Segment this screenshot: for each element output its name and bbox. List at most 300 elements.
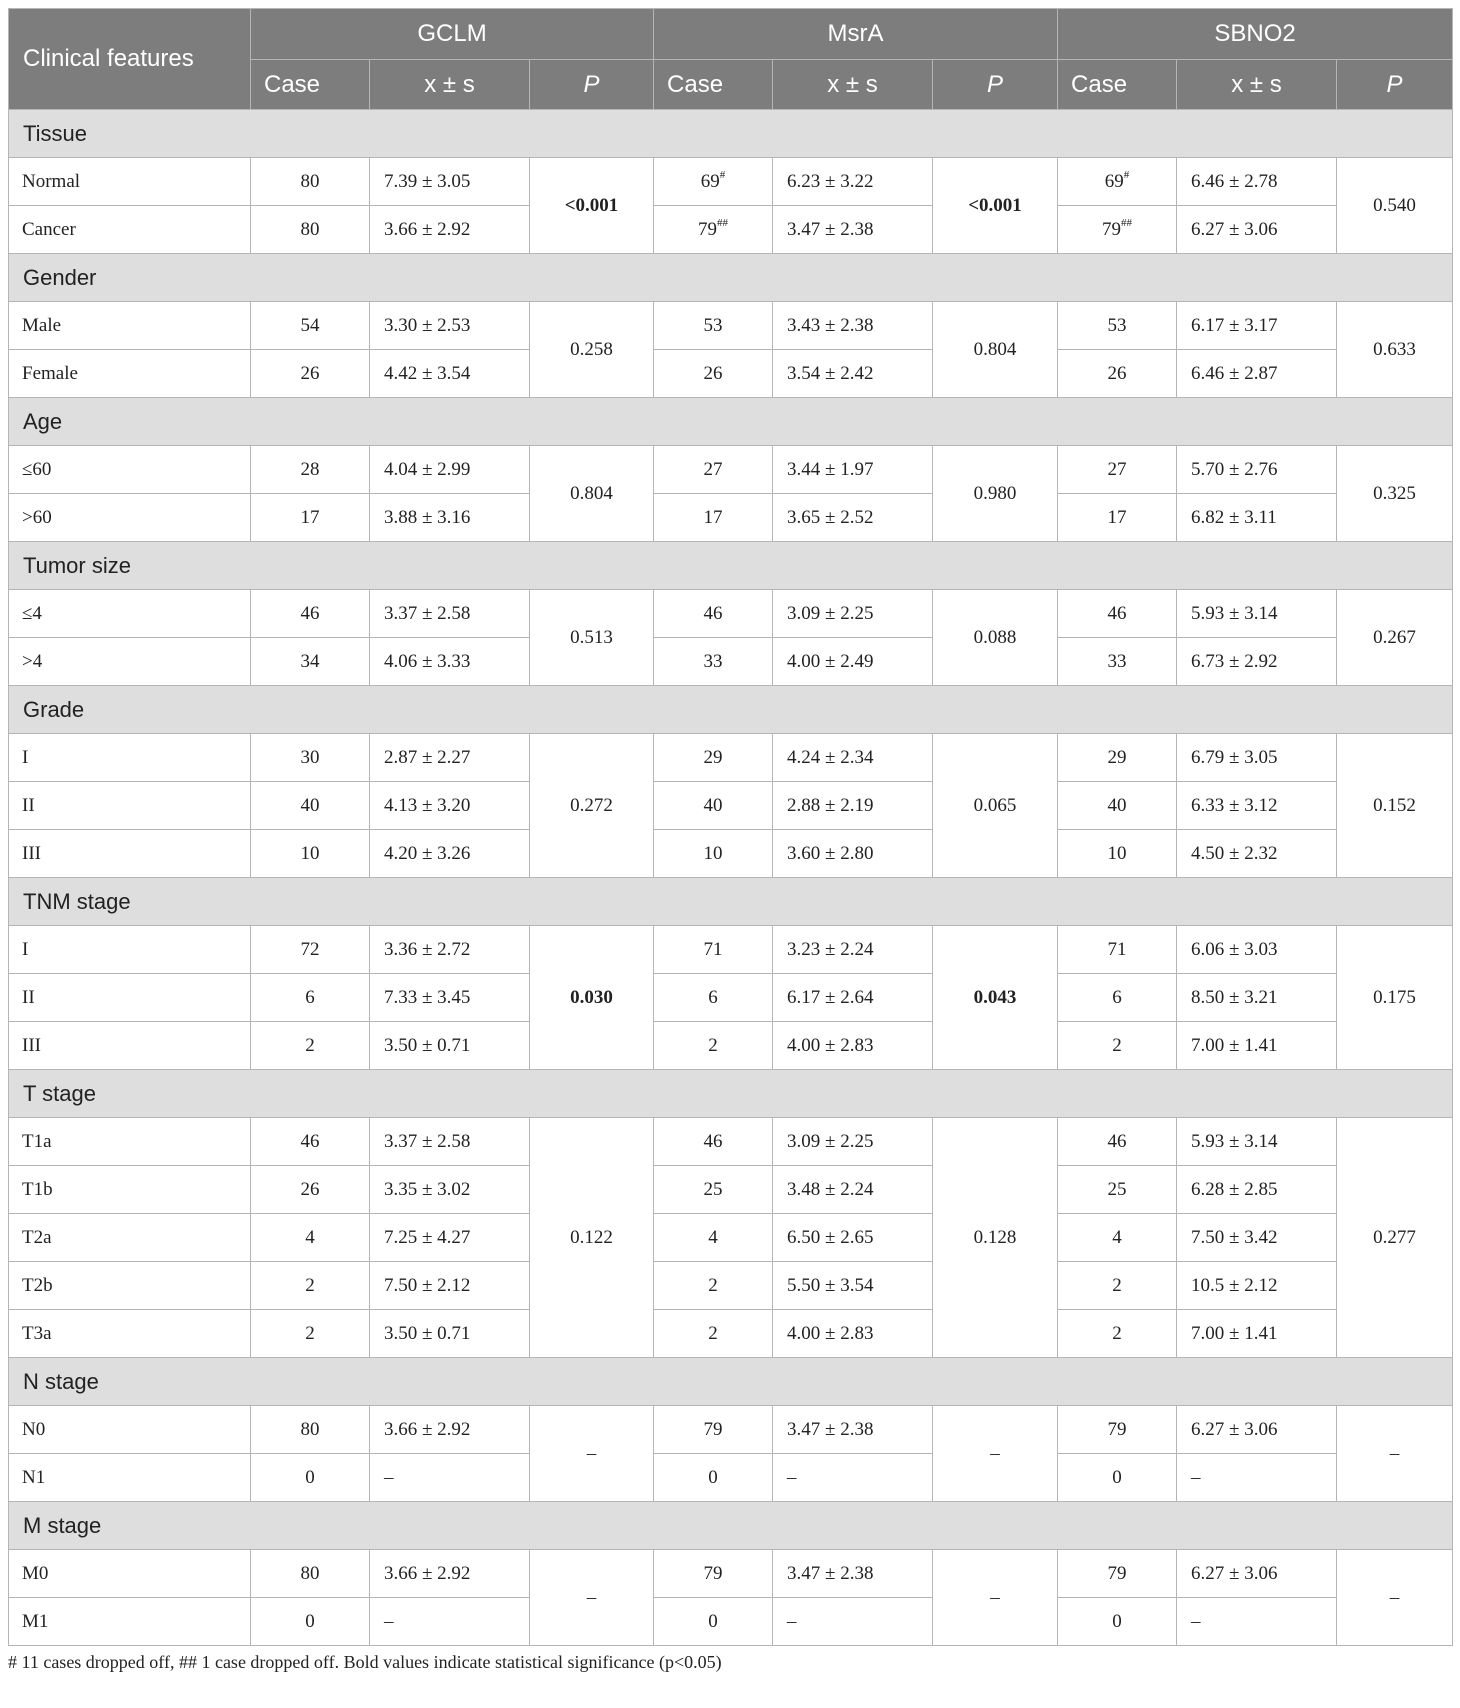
msra-p-value: – bbox=[933, 1406, 1058, 1502]
gclm-p-value: 0.272 bbox=[530, 734, 654, 878]
gclm-case-value: 6 bbox=[305, 986, 315, 1008]
sbno2-mean-sd-cell: 4.50 ± 2.32 bbox=[1177, 830, 1337, 878]
sbno2-case-value: 46 bbox=[1107, 1130, 1127, 1152]
msra-case-cell bbox=[654, 734, 773, 782]
row-label: ≤60 bbox=[9, 446, 251, 494]
msra-case-cell bbox=[654, 782, 773, 830]
msra-case-value: 2 bbox=[708, 1274, 718, 1296]
table-row bbox=[9, 782, 1453, 830]
gclm-case-cell bbox=[251, 734, 370, 782]
msra-case-value: 33 bbox=[703, 650, 723, 672]
gclm-mean-sd-cell: 3.66 ± 2.92 bbox=[370, 206, 530, 254]
gclm-case-cell bbox=[251, 782, 370, 830]
table-row bbox=[9, 1550, 1453, 1598]
msra-case-cell bbox=[654, 302, 773, 350]
msra-mean-sd-cell: 3.09 ± 2.25 bbox=[773, 1118, 933, 1166]
sbno2-case-value: 79 bbox=[1107, 1562, 1127, 1584]
msra-case-value: 53 bbox=[703, 314, 723, 336]
msra-mean-sd-cell: 3.65 ± 2.52 bbox=[773, 494, 933, 542]
msra-case-cell bbox=[654, 1598, 773, 1646]
msra-case-cell bbox=[654, 1406, 773, 1454]
gclm-case-value: 72 bbox=[300, 938, 320, 960]
section-row bbox=[9, 254, 1453, 302]
sbno2-p-value: 0.540 bbox=[1337, 158, 1453, 254]
msra-case-value: 69 bbox=[700, 170, 720, 192]
section-title: Tissue bbox=[9, 110, 1453, 158]
gclm-mean-sd-cell: – bbox=[370, 1454, 530, 1502]
msra-p-value: 0.804 bbox=[933, 302, 1058, 398]
gclm-mean-sd-cell: 7.25 ± 4.27 bbox=[370, 1214, 530, 1262]
msra-case-value: 2 bbox=[708, 1322, 718, 1344]
gclm-p-value: 0.030 bbox=[530, 926, 654, 1070]
row-label: >60 bbox=[9, 494, 251, 542]
sbno2-case-value: 29 bbox=[1107, 746, 1127, 768]
gclm-case-value: 34 bbox=[300, 650, 320, 672]
gclm-mean-sd-cell: 3.30 ± 2.53 bbox=[370, 302, 530, 350]
row-label: T2b bbox=[9, 1262, 251, 1310]
table-row bbox=[9, 1310, 1453, 1358]
msra-mean-sd-cell: 3.54 ± 2.42 bbox=[773, 350, 933, 398]
msra-case-value: 46 bbox=[703, 602, 723, 624]
row-label: ≤4 bbox=[9, 590, 251, 638]
row-label: M1 bbox=[9, 1598, 251, 1646]
msra-mean-sd-cell: 3.43 ± 2.38 bbox=[773, 302, 933, 350]
gclm-mean-sd-cell: 7.33 ± 3.45 bbox=[370, 974, 530, 1022]
msra-case-value: 27 bbox=[703, 458, 723, 480]
sbno2-mean-sd-cell: 6.79 ± 3.05 bbox=[1177, 734, 1337, 782]
gclm-case-cell bbox=[251, 206, 370, 254]
gclm-mean-sd-cell: 7.39 ± 3.05 bbox=[370, 158, 530, 206]
footnote-marker: ## bbox=[717, 216, 729, 229]
table-row bbox=[9, 974, 1453, 1022]
gclm-mean-sd-cell: 3.50 ± 0.71 bbox=[370, 1310, 530, 1358]
msra-case-value: 10 bbox=[703, 842, 723, 864]
sbno2-mean-sd-cell: 6.17 ± 3.17 bbox=[1177, 302, 1337, 350]
sbno2-mean-sd-cell: 5.93 ± 3.14 bbox=[1177, 1118, 1337, 1166]
msra-mean-sd-cell: 3.44 ± 1.97 bbox=[773, 446, 933, 494]
section-row bbox=[9, 878, 1453, 926]
sbno2-case-cell bbox=[1058, 302, 1177, 350]
sbno2-case-value: 2 bbox=[1112, 1322, 1122, 1344]
sbno2-case-cell bbox=[1058, 926, 1177, 974]
sbno2-mean-sd-cell: 6.33 ± 3.12 bbox=[1177, 782, 1337, 830]
gclm-case-cell bbox=[251, 1118, 370, 1166]
sbno2-case-value: 25 bbox=[1107, 1178, 1127, 1200]
header-p: P bbox=[933, 60, 1058, 110]
gclm-case-value: 26 bbox=[300, 362, 320, 384]
msra-case-cell bbox=[654, 1262, 773, 1310]
msra-case-cell bbox=[654, 830, 773, 878]
sbno2-mean-sd-cell: 7.50 ± 3.42 bbox=[1177, 1214, 1337, 1262]
clinical-features-table bbox=[8, 8, 1453, 1646]
sbno2-case-value: 46 bbox=[1107, 602, 1127, 624]
msra-case-value: 4 bbox=[708, 1226, 718, 1248]
sbno2-case-cell bbox=[1058, 1454, 1177, 1502]
gclm-case-value: 54 bbox=[300, 314, 320, 336]
sbno2-case-cell bbox=[1058, 1118, 1177, 1166]
sbno2-case-cell bbox=[1058, 1406, 1177, 1454]
gclm-p-value: 0.258 bbox=[530, 302, 654, 398]
gclm-case-cell bbox=[251, 1310, 370, 1358]
sbno2-p-value: 0.325 bbox=[1337, 446, 1453, 542]
msra-case-cell bbox=[654, 1214, 773, 1262]
msra-case-value: 17 bbox=[703, 506, 723, 528]
gclm-case-cell bbox=[251, 350, 370, 398]
sbno2-mean-sd-cell: 6.28 ± 2.85 bbox=[1177, 1166, 1337, 1214]
gclm-case-cell bbox=[251, 974, 370, 1022]
gclm-case-cell bbox=[251, 446, 370, 494]
gclm-case-value: 46 bbox=[300, 1130, 320, 1152]
row-label: Female bbox=[9, 350, 251, 398]
msra-case-value: 2 bbox=[708, 1034, 718, 1056]
gclm-mean-sd-cell: 2.87 ± 2.27 bbox=[370, 734, 530, 782]
msra-mean-sd-cell: 3.60 ± 2.80 bbox=[773, 830, 933, 878]
gclm-case-cell bbox=[251, 158, 370, 206]
table-container bbox=[8, 8, 1452, 1673]
gclm-case-value: 80 bbox=[300, 218, 320, 240]
msra-mean-sd-cell: 3.47 ± 2.38 bbox=[773, 206, 933, 254]
msra-mean-sd-cell: 4.00 ± 2.83 bbox=[773, 1022, 933, 1070]
header-group-gclm: GCLM bbox=[251, 9, 654, 60]
sbno2-mean-sd-cell: 6.06 ± 3.03 bbox=[1177, 926, 1337, 974]
sbno2-case-cell bbox=[1058, 1022, 1177, 1070]
table-row bbox=[9, 1598, 1453, 1646]
sbno2-mean-sd-cell: 10.5 ± 2.12 bbox=[1177, 1262, 1337, 1310]
msra-mean-sd-cell: 4.00 ± 2.49 bbox=[773, 638, 933, 686]
header-mean: x ± s bbox=[1177, 60, 1337, 110]
msra-case-cell bbox=[654, 926, 773, 974]
msra-case-cell bbox=[654, 494, 773, 542]
msra-case-cell bbox=[654, 1550, 773, 1598]
footnote-marker: # bbox=[1123, 168, 1130, 181]
sbno2-p-value: 0.267 bbox=[1337, 590, 1453, 686]
gclm-case-cell bbox=[251, 638, 370, 686]
sbno2-mean-sd-cell: – bbox=[1177, 1598, 1337, 1646]
gclm-mean-sd-cell: – bbox=[370, 1598, 530, 1646]
sbno2-case-value: 69 bbox=[1104, 170, 1124, 192]
msra-case-value: 29 bbox=[703, 746, 723, 768]
table-row bbox=[9, 1406, 1453, 1454]
msra-case-cell bbox=[654, 350, 773, 398]
sbno2-case-cell bbox=[1058, 1310, 1177, 1358]
section-title: Gender bbox=[9, 254, 1453, 302]
table-row bbox=[9, 1214, 1453, 1262]
gclm-case-value: 0 bbox=[305, 1610, 315, 1632]
msra-case-cell bbox=[654, 1310, 773, 1358]
sbno2-case-cell bbox=[1058, 1166, 1177, 1214]
section-row bbox=[9, 398, 1453, 446]
section-row bbox=[9, 1358, 1453, 1406]
header-p: P bbox=[1337, 60, 1453, 110]
gclm-case-value: 0 bbox=[305, 1466, 315, 1488]
sbno2-case-cell bbox=[1058, 494, 1177, 542]
sbno2-case-value: 0 bbox=[1112, 1466, 1122, 1488]
gclm-mean-sd-cell: 3.50 ± 0.71 bbox=[370, 1022, 530, 1070]
msra-mean-sd-cell: 3.48 ± 2.24 bbox=[773, 1166, 933, 1214]
sbno2-case-value: 33 bbox=[1107, 650, 1127, 672]
section-title: M stage bbox=[9, 1502, 1453, 1550]
table-row bbox=[9, 206, 1453, 254]
msra-p-value: 0.980 bbox=[933, 446, 1058, 542]
sbno2-case-value: 79 bbox=[1102, 218, 1122, 240]
sbno2-mean-sd-cell: 5.70 ± 2.76 bbox=[1177, 446, 1337, 494]
row-label: Normal bbox=[9, 158, 251, 206]
sbno2-mean-sd-cell: 6.27 ± 3.06 bbox=[1177, 1406, 1337, 1454]
msra-case-cell bbox=[654, 446, 773, 494]
sbno2-case-value: 2 bbox=[1112, 1034, 1122, 1056]
row-label: M0 bbox=[9, 1550, 251, 1598]
header-mean: x ± s bbox=[773, 60, 933, 110]
table-row bbox=[9, 1166, 1453, 1214]
gclm-mean-sd-cell: 4.06 ± 3.33 bbox=[370, 638, 530, 686]
gclm-mean-sd-cell: 3.36 ± 2.72 bbox=[370, 926, 530, 974]
table-header bbox=[9, 9, 1453, 110]
table-row bbox=[9, 1262, 1453, 1310]
table-row bbox=[9, 302, 1453, 350]
footnote-marker: # bbox=[719, 168, 726, 181]
gclm-case-value: 17 bbox=[300, 506, 320, 528]
gclm-case-cell bbox=[251, 1550, 370, 1598]
gclm-case-value: 40 bbox=[300, 794, 320, 816]
gclm-case-cell bbox=[251, 1214, 370, 1262]
gclm-case-cell bbox=[251, 830, 370, 878]
section-row bbox=[9, 110, 1453, 158]
msra-mean-sd-cell: 4.24 ± 2.34 bbox=[773, 734, 933, 782]
sbno2-p-value: 0.175 bbox=[1337, 926, 1453, 1070]
gclm-p-value: <0.001 bbox=[530, 158, 654, 254]
gclm-p-value: 0.122 bbox=[530, 1118, 654, 1358]
sbno2-mean-sd-cell: 7.00 ± 1.41 bbox=[1177, 1310, 1337, 1358]
footnote-marker: ## bbox=[1121, 216, 1133, 229]
gclm-case-cell bbox=[251, 494, 370, 542]
sbno2-p-value: 0.633 bbox=[1337, 302, 1453, 398]
section-row bbox=[9, 1502, 1453, 1550]
sbno2-p-value: – bbox=[1337, 1406, 1453, 1502]
gclm-mean-sd-cell: 3.37 ± 2.58 bbox=[370, 590, 530, 638]
gclm-mean-sd-cell: 7.50 ± 2.12 bbox=[370, 1262, 530, 1310]
msra-p-value: 0.065 bbox=[933, 734, 1058, 878]
row-label: III bbox=[9, 830, 251, 878]
sbno2-case-value: 53 bbox=[1107, 314, 1127, 336]
gclm-mean-sd-cell: 4.20 ± 3.26 bbox=[370, 830, 530, 878]
gclm-case-cell bbox=[251, 1022, 370, 1070]
msra-case-value: 79 bbox=[703, 1562, 723, 1584]
gclm-case-cell bbox=[251, 1166, 370, 1214]
sbno2-case-value: 4 bbox=[1112, 1226, 1122, 1248]
sbno2-case-value: 40 bbox=[1107, 794, 1127, 816]
sbno2-case-cell bbox=[1058, 1262, 1177, 1310]
msra-p-value: <0.001 bbox=[933, 158, 1058, 254]
sbno2-case-cell bbox=[1058, 206, 1177, 254]
gclm-case-value: 30 bbox=[300, 746, 320, 768]
table-row bbox=[9, 1118, 1453, 1166]
gclm-case-cell bbox=[251, 590, 370, 638]
msra-case-cell bbox=[654, 590, 773, 638]
header-case: Case bbox=[654, 60, 773, 110]
table-footnote: # 11 cases dropped off, ## 1 case dropped off. Bold values indicate statistical significance (p<0.05) bbox=[8, 1652, 722, 1672]
table-row bbox=[9, 1022, 1453, 1070]
header-clinical-features: Clinical features bbox=[9, 9, 251, 110]
msra-case-cell bbox=[654, 1022, 773, 1070]
section-title: Tumor size bbox=[9, 542, 1453, 590]
row-label: T3a bbox=[9, 1310, 251, 1358]
header-mean: x ± s bbox=[370, 60, 530, 110]
table-row bbox=[9, 446, 1453, 494]
gclm-p-value: – bbox=[530, 1406, 654, 1502]
msra-case-cell bbox=[654, 158, 773, 206]
msra-mean-sd-cell: 3.23 ± 2.24 bbox=[773, 926, 933, 974]
sbno2-mean-sd-cell: 6.46 ± 2.78 bbox=[1177, 158, 1337, 206]
row-label: II bbox=[9, 974, 251, 1022]
section-title: Grade bbox=[9, 686, 1453, 734]
sbno2-case-cell bbox=[1058, 1550, 1177, 1598]
header-case: Case bbox=[251, 60, 370, 110]
table-row bbox=[9, 590, 1453, 638]
header-group-msra: MsrA bbox=[654, 9, 1058, 60]
msra-case-value: 6 bbox=[708, 986, 718, 1008]
sbno2-case-cell bbox=[1058, 782, 1177, 830]
sbno2-case-cell bbox=[1058, 1214, 1177, 1262]
gclm-case-value: 46 bbox=[300, 602, 320, 624]
gclm-case-cell bbox=[251, 302, 370, 350]
msra-case-value: 46 bbox=[703, 1130, 723, 1152]
sbno2-case-cell bbox=[1058, 1598, 1177, 1646]
msra-case-value: 71 bbox=[703, 938, 723, 960]
sbno2-mean-sd-cell: 6.73 ± 2.92 bbox=[1177, 638, 1337, 686]
table-row bbox=[9, 830, 1453, 878]
sbno2-case-cell bbox=[1058, 158, 1177, 206]
row-label: Cancer bbox=[9, 206, 251, 254]
sbno2-case-cell bbox=[1058, 974, 1177, 1022]
row-label: T2a bbox=[9, 1214, 251, 1262]
msra-case-cell bbox=[654, 1118, 773, 1166]
sbno2-mean-sd-cell: 6.27 ± 3.06 bbox=[1177, 206, 1337, 254]
gclm-case-value: 26 bbox=[300, 1178, 320, 1200]
sbno2-case-value: 27 bbox=[1107, 458, 1127, 480]
sbno2-case-value: 0 bbox=[1112, 1610, 1122, 1632]
gclm-mean-sd-cell: 4.04 ± 2.99 bbox=[370, 446, 530, 494]
sbno2-case-cell bbox=[1058, 638, 1177, 686]
table-row bbox=[9, 1454, 1453, 1502]
header-group-sbno2: SBNO2 bbox=[1058, 9, 1453, 60]
sbno2-case-value: 79 bbox=[1107, 1418, 1127, 1440]
row-label: N1 bbox=[9, 1454, 251, 1502]
row-label: II bbox=[9, 782, 251, 830]
section-title: Age bbox=[9, 398, 1453, 446]
section-title: TNM stage bbox=[9, 878, 1453, 926]
row-label: N0 bbox=[9, 1406, 251, 1454]
msra-mean-sd-cell: 6.50 ± 2.65 bbox=[773, 1214, 933, 1262]
gclm-case-value: 2 bbox=[305, 1034, 315, 1056]
sbno2-p-value: 0.152 bbox=[1337, 734, 1453, 878]
gclm-case-value: 4 bbox=[305, 1226, 315, 1248]
sbno2-case-cell bbox=[1058, 590, 1177, 638]
gclm-case-value: 2 bbox=[305, 1322, 315, 1344]
gclm-case-cell bbox=[251, 1262, 370, 1310]
msra-mean-sd-cell: – bbox=[773, 1454, 933, 1502]
section-row bbox=[9, 686, 1453, 734]
msra-case-value: 79 bbox=[703, 1418, 723, 1440]
msra-case-value: 0 bbox=[708, 1466, 718, 1488]
msra-mean-sd-cell: – bbox=[773, 1598, 933, 1646]
sbno2-case-value: 10 bbox=[1107, 842, 1127, 864]
gclm-mean-sd-cell: 4.13 ± 3.20 bbox=[370, 782, 530, 830]
row-label: T1a bbox=[9, 1118, 251, 1166]
section-title: T stage bbox=[9, 1070, 1453, 1118]
msra-case-value: 40 bbox=[703, 794, 723, 816]
gclm-mean-sd-cell: 3.88 ± 3.16 bbox=[370, 494, 530, 542]
table-row bbox=[9, 926, 1453, 974]
sbno2-case-cell bbox=[1058, 446, 1177, 494]
section-row bbox=[9, 1070, 1453, 1118]
sbno2-case-value: 2 bbox=[1112, 1274, 1122, 1296]
gclm-case-value: 10 bbox=[300, 842, 320, 864]
gclm-mean-sd-cell: 3.35 ± 3.02 bbox=[370, 1166, 530, 1214]
table-row bbox=[9, 158, 1453, 206]
row-label: >4 bbox=[9, 638, 251, 686]
gclm-case-value: 2 bbox=[305, 1274, 315, 1296]
msra-mean-sd-cell: 5.50 ± 3.54 bbox=[773, 1262, 933, 1310]
msra-mean-sd-cell: 3.47 ± 2.38 bbox=[773, 1550, 933, 1598]
header-p: P bbox=[530, 60, 654, 110]
gclm-case-cell bbox=[251, 1454, 370, 1502]
msra-case-cell bbox=[654, 974, 773, 1022]
gclm-p-value: – bbox=[530, 1550, 654, 1646]
table-row bbox=[9, 638, 1453, 686]
sbno2-p-value: 0.277 bbox=[1337, 1118, 1453, 1358]
sbno2-mean-sd-cell: 6.46 ± 2.87 bbox=[1177, 350, 1337, 398]
msra-case-cell bbox=[654, 1166, 773, 1214]
table-body bbox=[9, 110, 1453, 1646]
sbno2-p-value: – bbox=[1337, 1550, 1453, 1646]
sbno2-mean-sd-cell: 5.93 ± 3.14 bbox=[1177, 590, 1337, 638]
msra-case-value: 79 bbox=[698, 218, 718, 240]
gclm-mean-sd-cell: 4.42 ± 3.54 bbox=[370, 350, 530, 398]
sbno2-case-value: 6 bbox=[1112, 986, 1122, 1008]
gclm-p-value: 0.804 bbox=[530, 446, 654, 542]
gclm-p-value: 0.513 bbox=[530, 590, 654, 686]
row-label: T1b bbox=[9, 1166, 251, 1214]
table-row bbox=[9, 734, 1453, 782]
msra-case-cell bbox=[654, 638, 773, 686]
sbno2-case-value: 17 bbox=[1107, 506, 1127, 528]
msra-mean-sd-cell: 6.17 ± 2.64 bbox=[773, 974, 933, 1022]
msra-case-cell bbox=[654, 206, 773, 254]
sbno2-mean-sd-cell: 8.50 ± 3.21 bbox=[1177, 974, 1337, 1022]
section-row bbox=[9, 542, 1453, 590]
sbno2-mean-sd-cell: 7.00 ± 1.41 bbox=[1177, 1022, 1337, 1070]
msra-mean-sd-cell: 6.23 ± 3.22 bbox=[773, 158, 933, 206]
msra-mean-sd-cell: 2.88 ± 2.19 bbox=[773, 782, 933, 830]
sbno2-mean-sd-cell: 6.27 ± 3.06 bbox=[1177, 1550, 1337, 1598]
msra-case-value: 25 bbox=[703, 1178, 723, 1200]
sbno2-case-cell bbox=[1058, 734, 1177, 782]
header-case: Case bbox=[1058, 60, 1177, 110]
sbno2-case-value: 26 bbox=[1107, 362, 1127, 384]
gclm-case-cell bbox=[251, 1598, 370, 1646]
gclm-case-value: 80 bbox=[300, 170, 320, 192]
msra-case-value: 0 bbox=[708, 1610, 718, 1632]
gclm-case-value: 80 bbox=[300, 1418, 320, 1440]
msra-case-cell bbox=[654, 1454, 773, 1502]
section-title: N stage bbox=[9, 1358, 1453, 1406]
msra-mean-sd-cell: 4.00 ± 2.83 bbox=[773, 1310, 933, 1358]
sbno2-mean-sd-cell: – bbox=[1177, 1454, 1337, 1502]
msra-p-value: – bbox=[933, 1550, 1058, 1646]
msra-p-value: 0.043 bbox=[933, 926, 1058, 1070]
row-label: Male bbox=[9, 302, 251, 350]
row-label: I bbox=[9, 926, 251, 974]
